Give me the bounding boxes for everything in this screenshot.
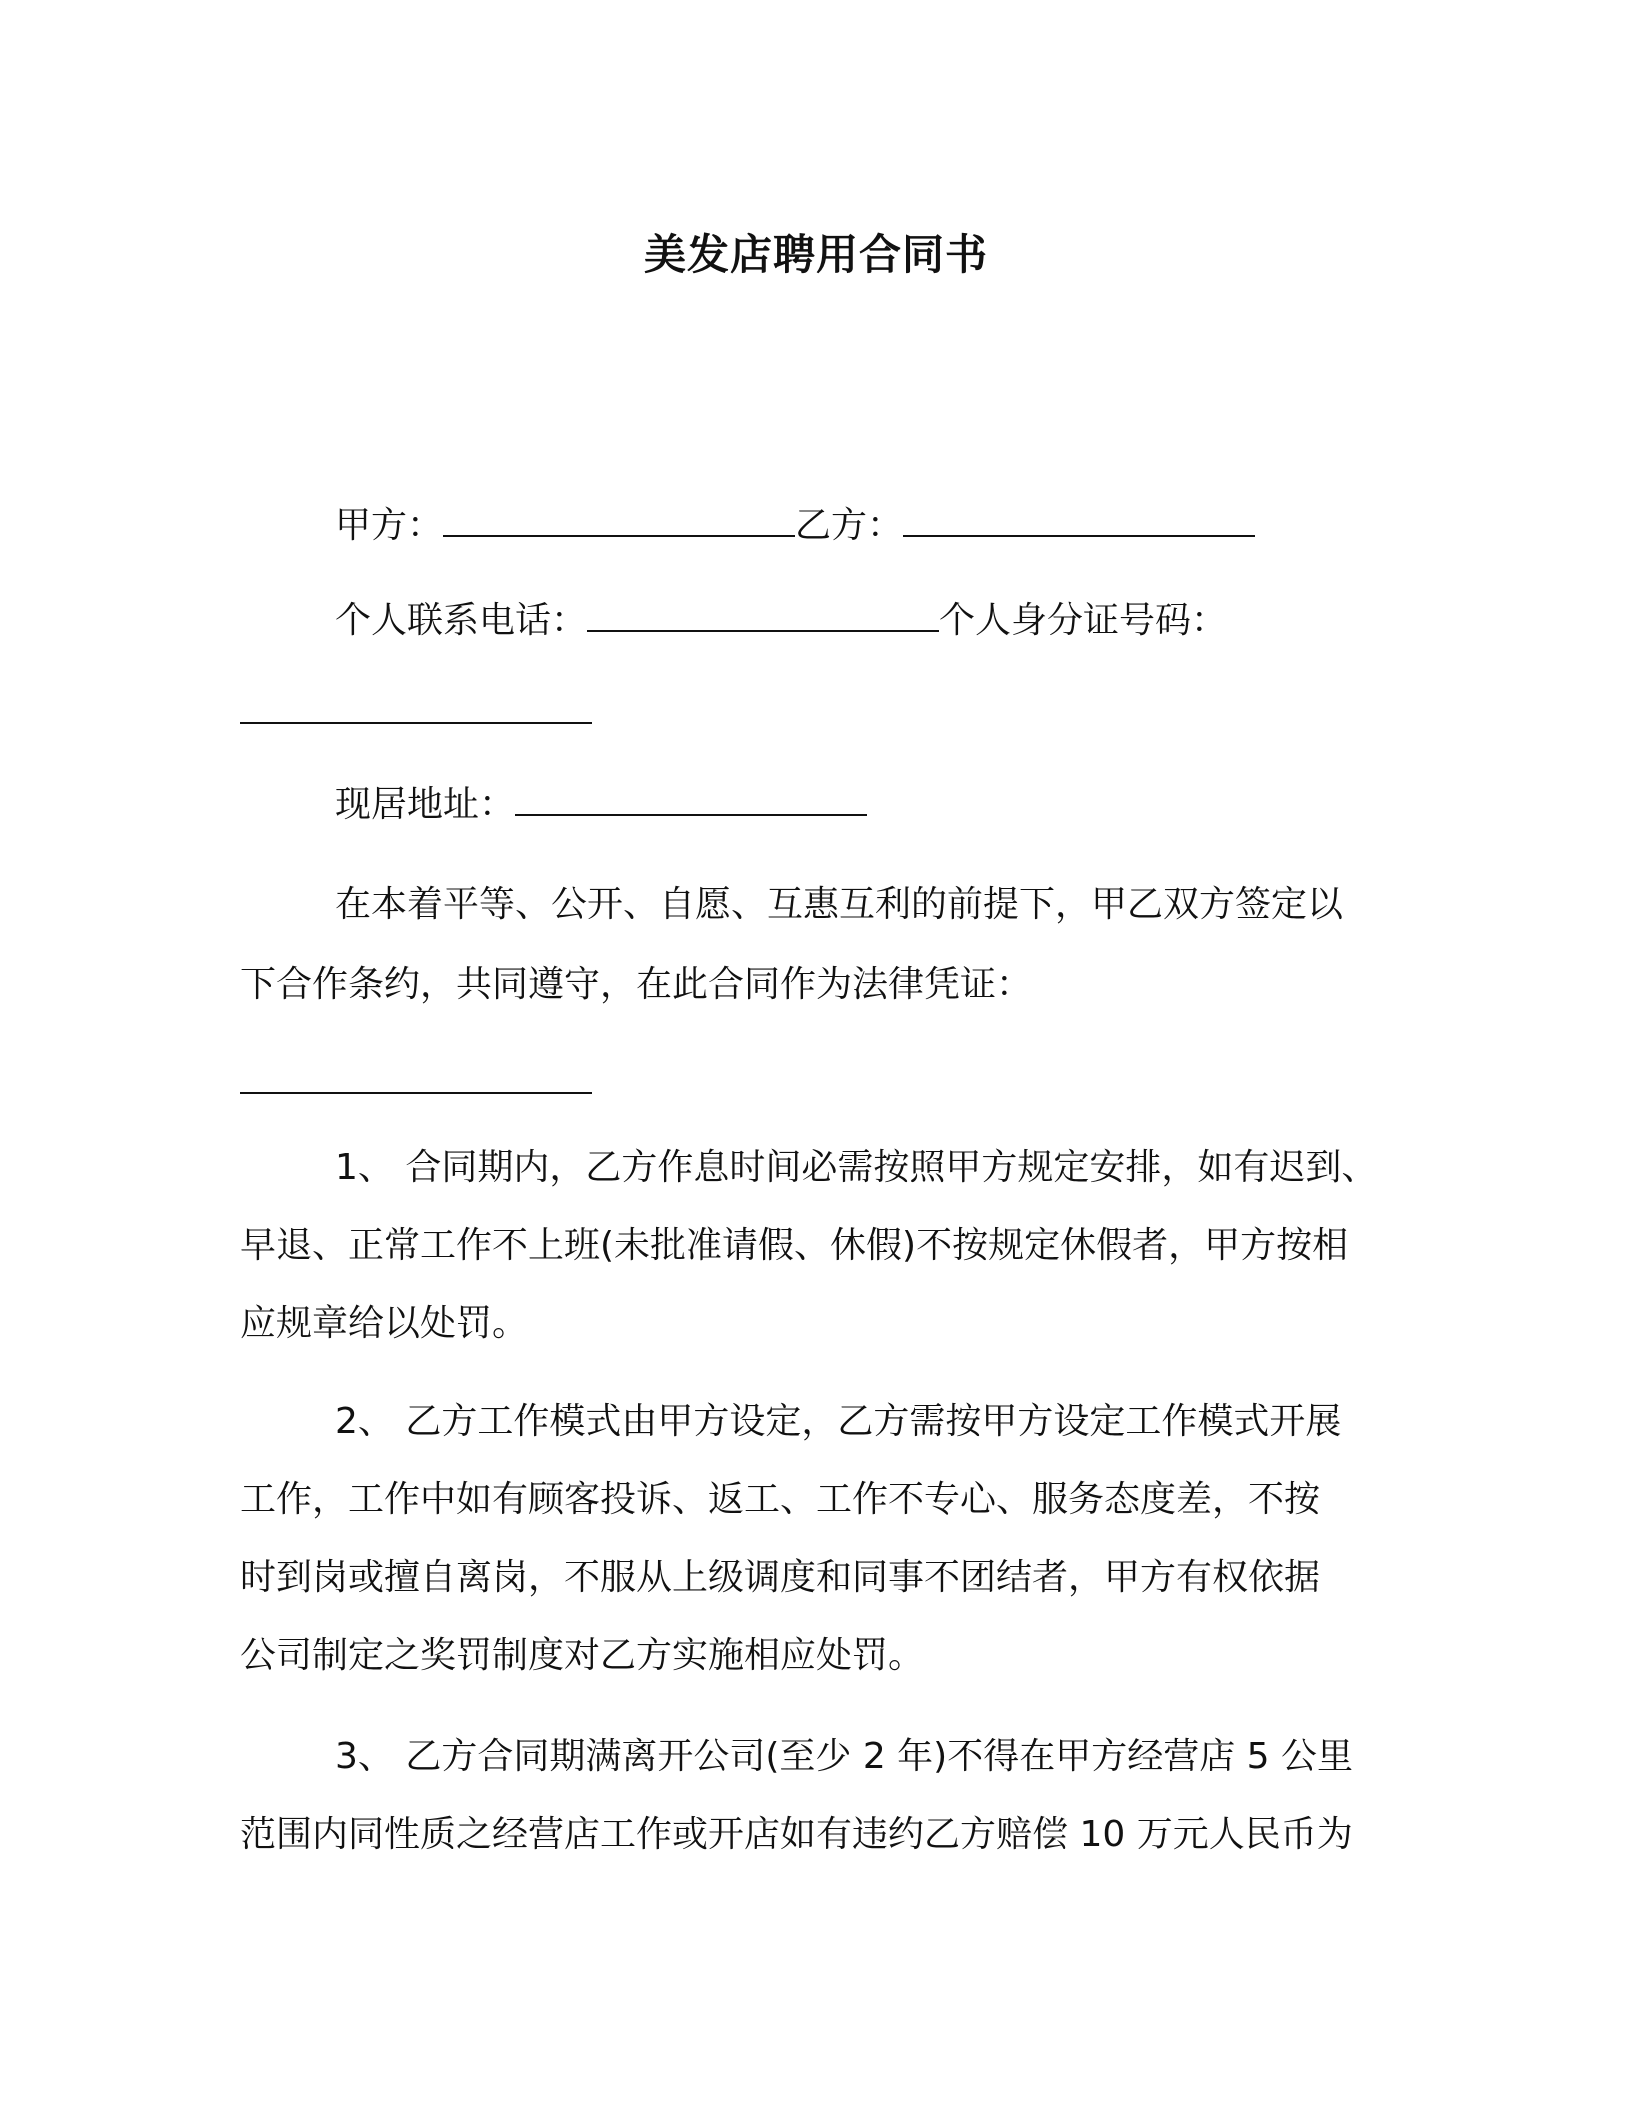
id-label: 个人身分证号码：: [939, 600, 1228, 641]
address-label: 现居地址：: [335, 784, 516, 825]
party-a-blank: [443, 503, 795, 537]
intro-blank: [240, 1060, 592, 1094]
party-line: [335, 503, 1255, 548]
clause-1-line-1: 1、 合同期内，乙方作息时间必需按照甲方规定安排，如有迟到、: [335, 1147, 1378, 1188]
address-line: [335, 782, 867, 827]
address-blank: [515, 782, 867, 816]
clause-3-line-2: 范围内同性质之经营店工作或开店如有违约乙方赔偿 10 万元人民币为: [240, 1814, 1353, 1855]
id-blank-line: [240, 690, 592, 735]
document-title: 美发店聘用合同书: [643, 230, 988, 279]
intro-line-1: 在本着平等、公开、自愿、互惠互利的前提下，甲乙双方签定以: [335, 884, 1344, 925]
id-blank: [240, 690, 592, 724]
intro-blank-line: [240, 1060, 592, 1105]
party-b-blank: [903, 503, 1255, 537]
clause-3-line-1: 3、 乙方合同期满离开公司(至少 2 年)不得在甲方经营店 5 公里: [335, 1736, 1354, 1777]
clause-2-line-3: 时到岗或擅自离岗，不服从上级调度和同事不团结者，甲方有权依据: [240, 1557, 1321, 1598]
clause-1-line-2: 早退、正常工作不上班(未批准请假、休假)不按规定休假者，甲方按相: [240, 1225, 1349, 1266]
clause-2-line-2: 工作，工作中如有顾客投诉、返工、工作不专心、服务态度差，不按: [240, 1479, 1321, 1520]
party-b-label: 乙方：: [795, 505, 904, 546]
phone-blank: [587, 598, 939, 632]
clause-2-line-4: 公司制定之奖罚制度对乙方实施相应处罚。: [240, 1635, 925, 1676]
party-a-label: 甲方：: [335, 505, 444, 546]
phone-label: 个人联系电话：: [335, 600, 588, 641]
phone-id-line: [335, 598, 1227, 643]
clause-1-line-3: 应规章给以处罚。: [240, 1303, 529, 1344]
intro-line-2: 下合作条约，共同遵守，在此合同作为法律凭证：: [240, 964, 1033, 1005]
clause-2-line-1: 2、 乙方工作模式由甲方设定，乙方需按甲方设定工作模式开展: [335, 1401, 1342, 1442]
